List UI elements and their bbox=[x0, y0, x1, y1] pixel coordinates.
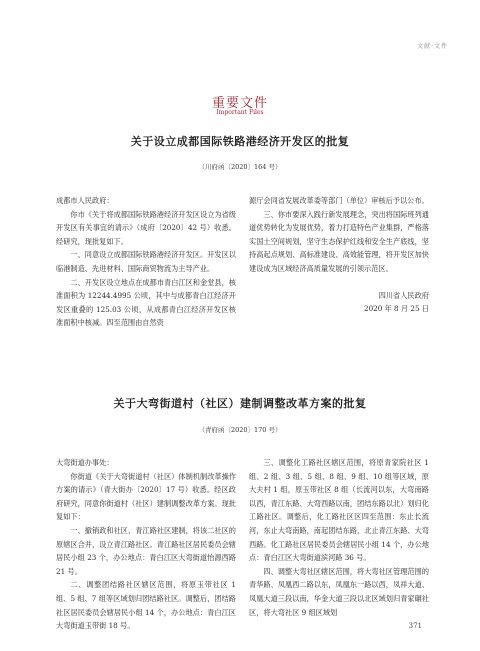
doc1-title: 关于设立成都国际铁路港经济开发区的批复 bbox=[130, 135, 350, 148]
doc1-salutation: 成都市人民政府： bbox=[56, 196, 114, 205]
doc2-number: （青府函〔2020〕170 号） bbox=[198, 426, 282, 434]
doc2-paragraph: 三、调整化工路社区辖区范围，将原青家院社区 1 组、2 组、3 组、5 组、8 组、9 组、10 组等区域，原大夫村 1 组，原玉带社区 8 组（长流河以东，大弯南路以西，青江东路、大弯西路以南，团结东路以北）划归化工路社区。调整后，化工路社区区四至范围：东止长流河，东止大弯南路，南起团结东路，北止青江东路、大弯西路。化工路社区居民委员会辖居民小组 14 个，办公地点：青白江区大弯街道滨河路 36 号。 bbox=[249, 458, 429, 563]
doc2-paragraph: 你街道《关于大弯街道村（社区）体制机制改革操作方案的请示》（青大街办〔2020〕17 号）收悉。经区政府研究，同意你街道村（社区）建制调整改革方案。现批复如下： bbox=[56, 471, 236, 522]
doc2-left-column bbox=[56, 456, 236, 633]
doc1-date: 2020 年 8 月 25 日 bbox=[364, 304, 429, 314]
doc2-title: 关于大弯街道村（社区）建制调整改革方案的批复 bbox=[113, 397, 367, 410]
section-subtitle: Important Files bbox=[216, 109, 264, 116]
doc1-paragraph: 二、开发区设立地点在成都市青白江区和金堂县，核准面积为 12244.4995 公顷，其中与成都青白江经济开发区重叠的 125.03 公顷，从成都青白江经济开发区核准面积中核减。四至范围由自然资 bbox=[56, 277, 236, 328]
running-header: 文献·文件 bbox=[417, 43, 448, 50]
doc2-right-column bbox=[249, 456, 429, 619]
section-title: 重要文件 bbox=[211, 96, 268, 111]
page-number: 371 bbox=[408, 622, 422, 630]
doc1-paragraph: 三、你市要深入践行新发展理念，突出将国际班列通道优势转化为发展优势，着力打造特色产业集群，严格落实国土空间规划，坚守生态保护红线和安全生产底线，坚持高起点规划、高标准建设、高效能管理，将开发区加快建设成为区域经济高质量发展的引领示范区。 bbox=[249, 209, 429, 273]
doc2-paragraph: 一、撤销政和社区、青江路社区建制，将该二社区的原辖区合并，设立青江路社区。青江路社区居民委员会辖居民小组 23 个，办公地点：青白江区大弯街道怡源西路 21 号。 bbox=[56, 525, 236, 576]
doc2-salutation: 大弯街道办事处： bbox=[56, 458, 114, 467]
doc1-left-column bbox=[56, 194, 236, 330]
doc1-paragraph: 一、同意设立成都国际铁路港经济开发区。开发区以临港制造、先进材料、国际商贸物流为主导产业。 bbox=[56, 250, 236, 273]
doc1-number: （川府函〔2020〕164 号） bbox=[198, 163, 282, 171]
doc1-right-column bbox=[249, 194, 429, 316]
doc2-paragraph: 四、调整大弯社区辖区范围，将大弯社区管理范围的青华路、凤凰西二路以东，凤凰东一路以西，凤祥大道、凤凰大道三段以南，华金大道三段以北区域划归青家碾社区，将大弯社区 9 组区域划 bbox=[249, 566, 429, 617]
doc1-paragraph: 源厅会同省发展改革委等部门（单位）审核后予以公布。 bbox=[249, 196, 429, 205]
doc2-paragraph: 二、调整团结路社区辖区范围，将原玉带社区 1 组、5 组、7 组等区域划归团结路社区。调整后，团结路社区居民委员会辖居民小组 14 个，办公地点：青白江区大弯街道玉带街 18 号。 bbox=[56, 580, 236, 631]
doc1-signature: 四川省人民政府 bbox=[378, 290, 429, 300]
doc1-paragraph: 你市《关于将成都国际铁路港经济开发区设立为省级开发区有关事宜的请示》（成府〔2020〕42 号）收悉。经研究，现批复如下。 bbox=[56, 209, 236, 246]
